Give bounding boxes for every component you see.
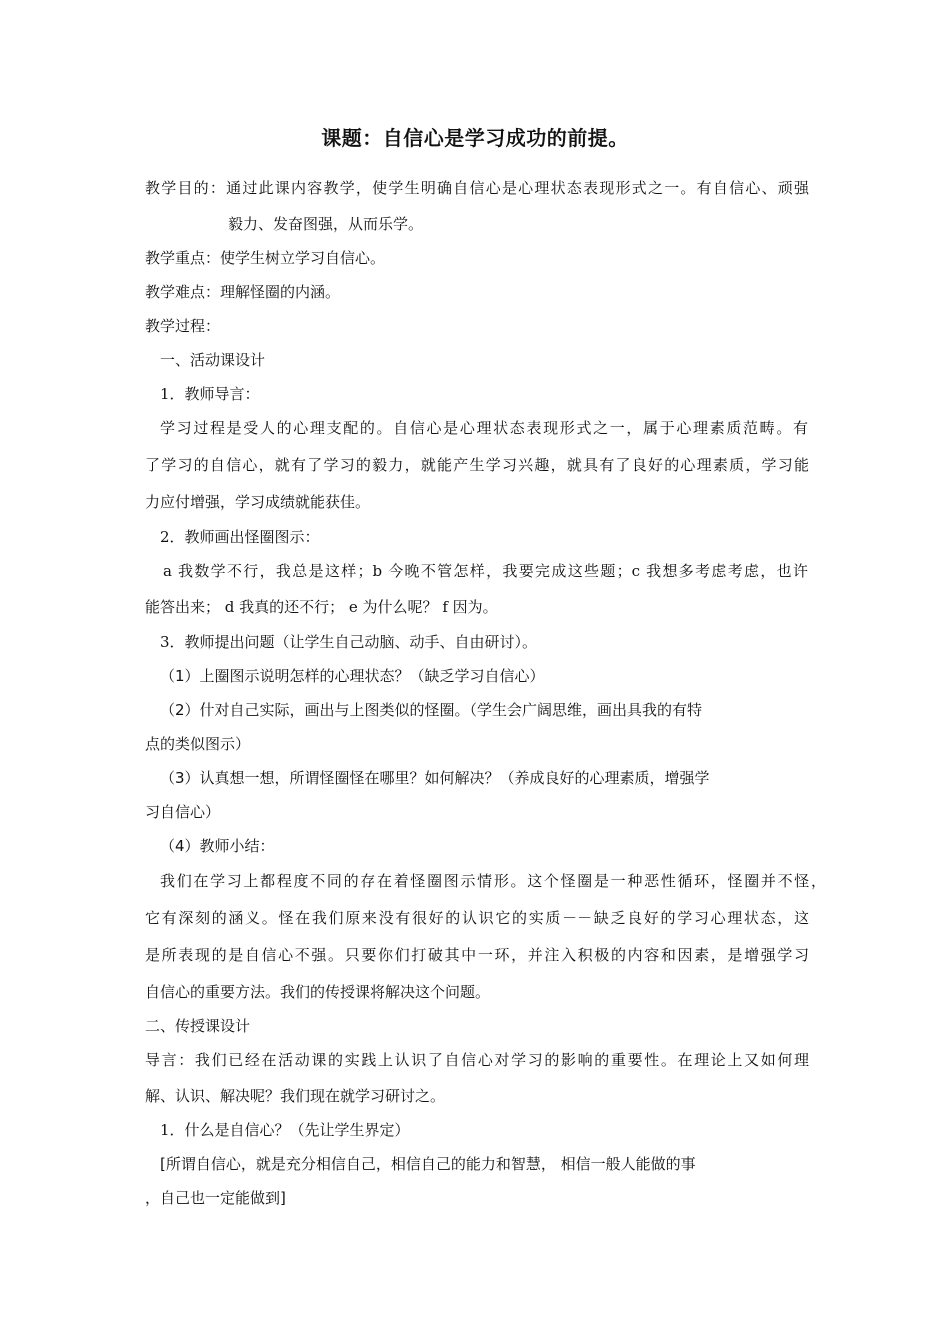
question-line: 点的类似图示） bbox=[145, 735, 251, 753]
paragraph-line: 了学习的自信心，就有了学习的毅力，就能产生学习兴趣，就具有了良好的心理素质，学习能 bbox=[145, 456, 809, 474]
paragraph-line: 自信心的重要方法。我们的传授课将解决这个问题。 bbox=[145, 983, 491, 1001]
paragraph-line: a 我数学不行，我总是这样；b 今晚不管怎样，我要完成这些题；c 我想多考虑考虑，也许 bbox=[163, 562, 808, 580]
paragraph-line: 是所表现的是自信心不强。只要你们打破其中一环，并注入积极的内容和因素，是增强学习 bbox=[145, 946, 809, 964]
question-line: （1）上圈图示说明怎样的心理状态？（缺乏学习自信心） bbox=[160, 667, 545, 685]
paragraph-line: 导言：我们已经在活动课的实践上认识了自信心对学习的影响的重要性。在理论上又如何理 bbox=[145, 1051, 809, 1069]
paragraph-line: 教学重点：使学生树立学习自信心。 bbox=[145, 249, 386, 267]
paragraph-line: 教学过程： bbox=[145, 317, 221, 335]
paragraph-line: 能答出来； d 我真的还不行； e 为什么呢？ f 因为。 bbox=[145, 598, 498, 616]
paragraph-line: 教学目的：通过此课内容教学，使学生明确自信心是心理状态表现形式之一。有自信心、顽强 bbox=[145, 179, 809, 197]
definition-line: [所谓自信心，就是充分相信自己，相信自己的能力和智慧， 相信一般人能做的事 bbox=[160, 1155, 696, 1173]
question-line: （3）认真想一想，所谓怪圈怪在哪里？如何解决？（养成良好的心理素质，增强学 bbox=[160, 769, 710, 787]
page-title: 课题：自信心是学习成功的前提。 bbox=[321, 126, 629, 150]
paragraph-line: 解、认识、解决呢？我们现在就学习研讨之。 bbox=[145, 1087, 446, 1105]
subsection-heading: 3．教师提出问题（让学生自己动脑、动手、自由研讨）。 bbox=[160, 633, 538, 651]
paragraph-line: 我们在学习上都程度不同的存在着怪圈图示情形。这个怪圈是一种恶性循环，怪圈并不怪， bbox=[160, 872, 826, 890]
subsection-heading: 1．什么是自信心？（先让学生界定） bbox=[160, 1121, 410, 1139]
subsection-heading: 2．教师画出怪圈图示： bbox=[160, 528, 320, 546]
paragraph-line: 它有深刻的涵义。怪在我们原来没有很好的认识它的实质－－缺乏良好的学习心理状态，这 bbox=[145, 909, 809, 927]
paragraph-line: 力应付增强，学习成绩就能获佳。 bbox=[145, 493, 371, 511]
section-heading: 一、活动课设计 bbox=[160, 351, 266, 369]
definition-line: ，自己也一定能做到] bbox=[145, 1189, 286, 1207]
paragraph-line: 毅力、发奋图强，从而乐学。 bbox=[228, 215, 424, 233]
question-line: （4）教师小结： bbox=[160, 837, 275, 855]
section-heading: 二、传授课设计 bbox=[145, 1017, 251, 1035]
question-line: （2）什对自己实际，画出与上图类似的怪圈。（学生会广阔思维，画出具我的有特 bbox=[160, 701, 703, 719]
subsection-heading: 1．教师导言： bbox=[160, 385, 260, 403]
paragraph-line: 学习过程是受人的心理支配的。自信心是心理状态表现形式之一，属于心理素质范畴。有 bbox=[160, 419, 808, 437]
question-line: 习自信心） bbox=[145, 803, 221, 821]
paragraph-line: 教学难点：理解怪圈的内涵。 bbox=[145, 283, 341, 301]
